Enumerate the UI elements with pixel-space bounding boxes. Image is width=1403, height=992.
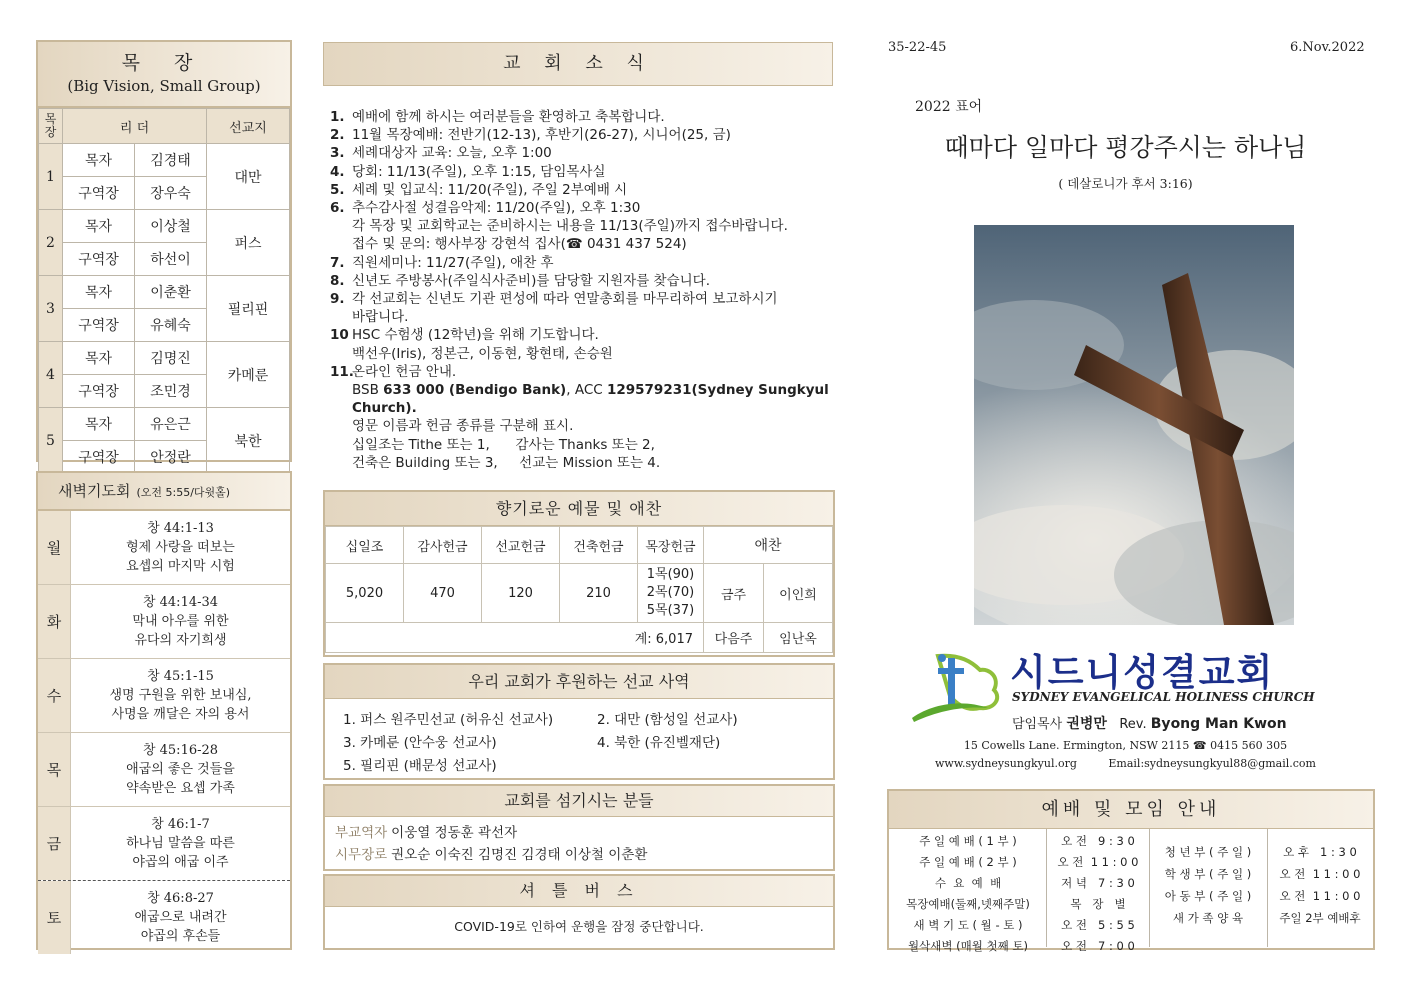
services-table: [889, 829, 1373, 953]
mission-title: 우리 교회가 후원하는 선교 사역: [325, 665, 833, 699]
column-header: 감사헌금: [404, 527, 482, 564]
list-item: 1. 퍼스 원주민선교 (허유신 선교사): [343, 712, 554, 728]
church-contact: [888, 757, 1363, 770]
leader-role: 구역장: [63, 375, 135, 408]
leader-name: 하선이: [135, 243, 207, 276]
services-title: 예배 및 모임 안내: [889, 791, 1373, 829]
news-line: 바랍니다.: [352, 309, 409, 326]
offering-table: [325, 526, 833, 653]
service-times-left: [1049, 831, 1147, 957]
church-logo: [910, 650, 1005, 725]
service-times-right: [1269, 841, 1371, 929]
church-name-english: SYDNEY EVANGELICAL HOLINESS CHURCH: [1012, 690, 1315, 704]
dawn-prayer-text: [71, 659, 290, 732]
news-number: 3.: [330, 145, 345, 162]
news-line: 세례 및 입교식: 11/20(주일), 주일 2부예배 시: [352, 181, 628, 198]
leader-name: 김명진: [135, 342, 207, 375]
leader-name: 이상철: [135, 210, 207, 243]
building-value: 210: [560, 564, 638, 623]
service-names-right: [1151, 841, 1265, 929]
service-cell: 주 일 예 배 ( 1 부 ): [919, 834, 1017, 848]
column-header: 목장헌금: [638, 527, 704, 564]
news-item: [330, 108, 835, 126]
shuttle-bus-title: 셔 틀 버 스: [325, 876, 833, 907]
sermon-title-line: 사명을 깨달은 자의 용서: [111, 707, 250, 722]
sermon-title-line: 하나님 말씀을 따른: [126, 836, 235, 851]
service-names-left: [893, 831, 1043, 957]
sermon-title-line: 약속받은 요셉 가족: [126, 781, 235, 796]
leader-role: 구역장: [63, 441, 135, 474]
scripture-reference: 창 45:16-28: [142, 743, 219, 758]
column-header: 십일조: [326, 527, 404, 564]
church-name-korean: 시드니성결교회: [1010, 651, 1275, 694]
dawn-prayer-row: [38, 659, 290, 733]
dawn-prayer-row: [38, 733, 290, 807]
group-number: 1: [39, 144, 63, 210]
leader-name: 김경태: [135, 144, 207, 177]
news-body: [352, 363, 835, 472]
motto-reference: ( 데살로니가 후서 3:16): [1058, 176, 1193, 191]
news-number: 5.: [330, 181, 345, 198]
table-row: [39, 342, 290, 375]
mission-field: 필리핀: [207, 276, 290, 342]
service-cell: 오 전 9 : 3 0: [1061, 834, 1135, 848]
cross-image: [974, 225, 1294, 625]
mission-value: 120: [482, 564, 560, 623]
shuttle-bus-box: [323, 874, 835, 950]
sermon-title-line: 애굽의 좋은 것들을: [126, 762, 235, 777]
news-line: 백선우(Iris), 정본근, 이동현, 황현태, 손승원: [352, 345, 613, 362]
news-item: [330, 126, 835, 144]
bank-bsb: 633 000 (Bendigo Bank): [383, 382, 567, 399]
service-cell: 목장예배(둘째,넷째주말): [906, 897, 1030, 911]
scripture-reference: 창 44:14-34: [142, 595, 219, 610]
this-week-name: 이인희: [764, 564, 833, 623]
news-body: [352, 326, 835, 362]
offering-box: [323, 490, 835, 657]
thanks-value: 470: [404, 564, 482, 623]
leader-role: 구역장: [63, 177, 135, 210]
mokjang-offering-1: 1목(90): [646, 567, 695, 582]
weekday-label: 목: [38, 733, 71, 806]
sermon-title-line: 막내 아우를 위한: [132, 614, 229, 629]
leader-name: 조민경: [135, 375, 207, 408]
list-item: 4. 북한 (유진벨재단): [597, 735, 721, 751]
service-cell: 오 전 1 1 : 0 0: [1279, 889, 1361, 903]
news-title: 교 회 소 식: [323, 42, 833, 86]
service-cell: 학 생 부 ( 주 일 ): [1164, 867, 1252, 881]
servants-box: [323, 784, 835, 871]
associate-pastors-row: [325, 822, 833, 844]
news-body: [352, 144, 835, 162]
service-cell: 수 요 예 배: [934, 876, 1002, 890]
column-header: 애찬: [704, 527, 833, 564]
scripture-reference: 창 45:1-15: [147, 669, 214, 684]
service-cell: 오 전 1 1 : 0 0: [1057, 855, 1139, 869]
sermon-title-line: 형제 사랑을 떠보는: [126, 540, 235, 555]
news-body: [352, 272, 835, 290]
church-email[interactable]: Email:sydneysungkyul88@gmail.com: [1108, 757, 1316, 770]
news-body: [352, 254, 835, 272]
motto-year: 2022 표어: [915, 99, 983, 115]
news-number: 8.: [330, 272, 345, 289]
news-line: 건축은 Building 또는 3, 선교는 Mission 또는 4.: [352, 454, 661, 471]
church-website[interactable]: www.sydneysungkyul.org: [935, 757, 1077, 770]
column-header: 선교지: [207, 109, 290, 144]
elders-names: 권오순 이숙진 김명진 김경태 이상철 이춘환: [391, 847, 648, 863]
news-line: 각 선교회는 신년도 기관 편성에 따라 연말총회를 마무리하여 보고하시기: [352, 291, 778, 308]
sermon-title-line: 애굽으로 내려간: [134, 910, 227, 925]
next-week-name: 임난옥: [764, 623, 833, 653]
weekday-label: 수: [38, 659, 71, 732]
sermon-title-line: 유다의 자기희생: [134, 633, 227, 648]
dawn-prayer-row: [38, 585, 290, 659]
news-body: [352, 199, 835, 254]
table-header-row: [326, 527, 833, 564]
column-header: 선교헌금: [482, 527, 560, 564]
leader-name: 유혜숙: [135, 309, 207, 342]
leader-name: 장우숙: [135, 177, 207, 210]
associate-pastors-names: 이웅열 정동훈 곽선자: [391, 825, 518, 841]
offering-total: 계: 6,017: [326, 623, 704, 653]
elders-row: [325, 844, 833, 866]
dawn-prayer-text: [71, 511, 290, 584]
group-number: 4: [39, 342, 63, 408]
news-body: [352, 163, 835, 181]
dawn-prayer-list: [38, 511, 290, 954]
news-body: [352, 290, 835, 326]
bank-account: 129579231(Sydney Sungkyul Church).: [352, 382, 829, 417]
table-header-row: [39, 109, 290, 144]
pastor-name-korean: 권병만: [1066, 716, 1107, 732]
bank-mid: , ACC: [566, 382, 607, 399]
issue-number: 35-22-45: [888, 40, 947, 55]
column-header: 건축헌금: [560, 527, 638, 564]
sermon-title-line: 생명 구원을 위한 보내심,: [109, 688, 252, 703]
column-header: 목장: [39, 109, 63, 144]
list-item: 3. 카메룬 (안수웅 선교사): [343, 735, 497, 751]
offering-title: 향기로운 예물 및 애찬: [325, 492, 833, 526]
tithe-value: 5,020: [326, 564, 404, 623]
leader-role: 목자: [63, 276, 135, 309]
pastor-name-english: Byong Man Kwon: [1150, 716, 1287, 732]
news-item: [330, 363, 835, 472]
leader-name: 유은근: [135, 408, 207, 441]
shuttle-bus-notice: COVID-19로 인하여 운행을 잠정 중단합니다.: [454, 919, 704, 934]
scripture-reference: 창 44:1-13: [147, 521, 214, 536]
dawn-prayer-row: [38, 807, 290, 881]
list-item: 2. 대만 (함성일 선교사): [597, 712, 738, 728]
dawn-prayer-header: [38, 473, 290, 511]
pastor-title: 담임목사: [1012, 717, 1063, 732]
mokjang-offering-2: 2목(70): [646, 585, 695, 600]
news-item: [330, 272, 835, 290]
dawn-prayer-text: [71, 585, 290, 658]
service-cell: 오 전 5 : 5 5: [1061, 918, 1135, 932]
sermon-title-line: 야곱의 후손들: [140, 929, 221, 944]
column-header: 리 더: [63, 109, 207, 144]
church-logo-icon: [910, 650, 1005, 725]
news-number: 10: [330, 327, 349, 344]
leader-role: 목자: [63, 342, 135, 375]
service-cell: 새 벽 기 도 ( 월 - 토 ): [913, 918, 1023, 932]
table-row: [326, 623, 833, 653]
leader-role: 목자: [63, 210, 135, 243]
news-line: 영문 이름과 헌금 종류를 구분해 표시.: [352, 418, 574, 435]
weekday-label: 토: [38, 881, 71, 954]
news-number: 9.: [330, 291, 345, 308]
sermon-title-line: 요셉의 마지막 시험: [126, 559, 235, 574]
list-item: 5. 필리핀 (배문성 선교사): [343, 758, 497, 774]
mokjang-table: [38, 108, 290, 474]
mokjang-box: [36, 40, 292, 466]
sermon-title-line: 야곱의 애굽 이주: [132, 855, 229, 870]
news-line: 세례대상자 교육: 오늘, 오후 1:00: [352, 145, 552, 162]
next-week-label: 다음주: [704, 623, 764, 653]
service-cell: 오 전 7 : 0 0: [1061, 939, 1135, 953]
news-item: [330, 163, 835, 181]
weekday-label: 금: [38, 807, 71, 880]
news-item: [330, 181, 835, 199]
news-line: 각 목장 및 교회학교는 준비하시는 내용을 11/13(주일)까지 접수바랍니다.: [352, 218, 788, 235]
service-cell: 주일 2부 예배후: [1279, 911, 1361, 925]
leader-role: 목자: [63, 144, 135, 177]
church-address: 15 Cowells Lane. Ermington, NSW 2115 ☎ 0415 560 305: [963, 739, 1288, 752]
news-item: [330, 254, 835, 272]
news-body: [352, 181, 835, 199]
service-cell: 목 장 별: [1070, 897, 1126, 911]
news-line: HSC 수험생 (12학년)을 위해 기도합니다.: [352, 327, 599, 344]
news-item: [330, 199, 835, 254]
news-line: 추수감사절 성결음악제: 11/20(주일), 오후 1:30: [352, 200, 641, 217]
service-cell: 아 동 부 ( 주 일 ): [1164, 889, 1252, 903]
motto: 때마다 일마다 평강주시는 하나님: [944, 133, 1307, 162]
news-line: 십일조는 Tithe 또는 1, 감사는 Thanks 또는 2,: [352, 436, 655, 453]
news-line: 신년도 주방봉사(주일식사준비)를 담당할 지원자를 찾습니다.: [352, 272, 711, 289]
news-number: 2.: [330, 127, 345, 144]
dawn-prayer-title: 새벽기도회: [58, 482, 131, 500]
news-line: 온라인 헌금 안내.: [352, 363, 457, 380]
scripture-reference: 창 46:1-7: [151, 817, 210, 832]
table-row: [39, 210, 290, 243]
leader-name: 안정란: [135, 441, 207, 474]
group-number: 5: [39, 408, 63, 474]
mission-box: [323, 663, 835, 780]
mission-field: 퍼스: [207, 210, 290, 276]
news-list: [330, 108, 835, 472]
news-line: 직원세미나: 11/27(주일), 애찬 후: [352, 254, 554, 271]
dawn-prayer-row: [38, 881, 290, 954]
leader-role: 구역장: [63, 309, 135, 342]
service-cell: 주 일 예 배 ( 2 부 ): [919, 855, 1017, 869]
mission-field: 대만: [207, 144, 290, 210]
mokjang-title: 목 장: [121, 52, 207, 74]
leader-name: 이춘환: [135, 276, 207, 309]
weekday-label: 월: [38, 511, 71, 584]
news-number: 4.: [330, 163, 345, 180]
mokjang-offering-values: [638, 564, 704, 623]
dawn-prayer-text: [71, 807, 290, 880]
table-row: [39, 144, 290, 177]
service-cell: 청 년 부 ( 주 일 ): [1164, 845, 1252, 859]
news-number: 1.: [330, 109, 345, 125]
mission-field: 카메룬: [207, 342, 290, 408]
dawn-prayer-box: [36, 471, 292, 950]
table-row: [326, 564, 833, 623]
elders-label: 시무장로: [335, 847, 388, 863]
mokjang-offering-3: 5목(37): [646, 603, 695, 618]
news-number: 11.: [330, 363, 354, 380]
news-number: 6.: [330, 200, 345, 217]
mokjang-subtitle: (Big Vision, Small Group): [67, 77, 261, 95]
servants-title: 교회를 섬기시는 분들: [325, 786, 833, 817]
table-row: [39, 276, 290, 309]
news-line: 예배에 함께 하시는 여러분들을 환영하고 축복합니다.: [352, 109, 665, 125]
dawn-prayer-time: (오전 5:55/다윗홀): [136, 486, 231, 499]
service-cell: 오 후 1 : 3 0: [1283, 845, 1357, 859]
cross-photo: [974, 225, 1294, 625]
leader-role: 목자: [63, 408, 135, 441]
news-line: 11월 목장예배: 전반기(12-13), 후반기(26-27), 시니어(25, 금): [352, 127, 731, 144]
group-number: 3: [39, 276, 63, 342]
service-cell: 새 가 족 양 육: [1172, 911, 1244, 925]
pastor-line: [1012, 713, 1287, 733]
news-item: [330, 290, 835, 326]
news-line: 접수 및 문의: 행사부장 강현석 집사(☎ 0431 437 524): [352, 236, 687, 253]
mokjang-header: [38, 42, 290, 108]
dawn-prayer-text: [71, 733, 290, 806]
news-item: [330, 144, 835, 162]
mission-field: 북한: [207, 408, 290, 474]
pastor-rev: Rev.: [1119, 717, 1147, 732]
associate-pastors-label: 부교역자: [335, 825, 388, 841]
service-cell: 저 녁 7 : 3 0: [1061, 876, 1135, 890]
news-body: [352, 108, 835, 126]
group-number: 2: [39, 210, 63, 276]
dawn-prayer-row: [38, 511, 290, 585]
weekday-label: 화: [38, 585, 71, 658]
leader-role: 구역장: [63, 243, 135, 276]
table-row: [39, 408, 290, 441]
news-body: [352, 126, 835, 144]
services-box: [887, 789, 1375, 953]
bank-info-line: [352, 381, 835, 417]
news-number: 7.: [330, 254, 345, 271]
issue-date: 6.Nov.2022: [1290, 40, 1365, 55]
news-item: [330, 326, 835, 362]
this-week-label: 금주: [704, 564, 764, 623]
dawn-prayer-text: [71, 881, 290, 954]
news-line: 당회: 11/13(주일), 오후 1:15, 담임목사실: [352, 163, 606, 180]
scripture-reference: 창 46:8-27: [147, 891, 214, 906]
service-cell: 오 전 1 1 : 0 0: [1279, 867, 1361, 881]
bank-prefix: BSB: [352, 382, 384, 399]
service-cell: 월삭새벽 (매월 첫째 토): [908, 939, 1028, 953]
